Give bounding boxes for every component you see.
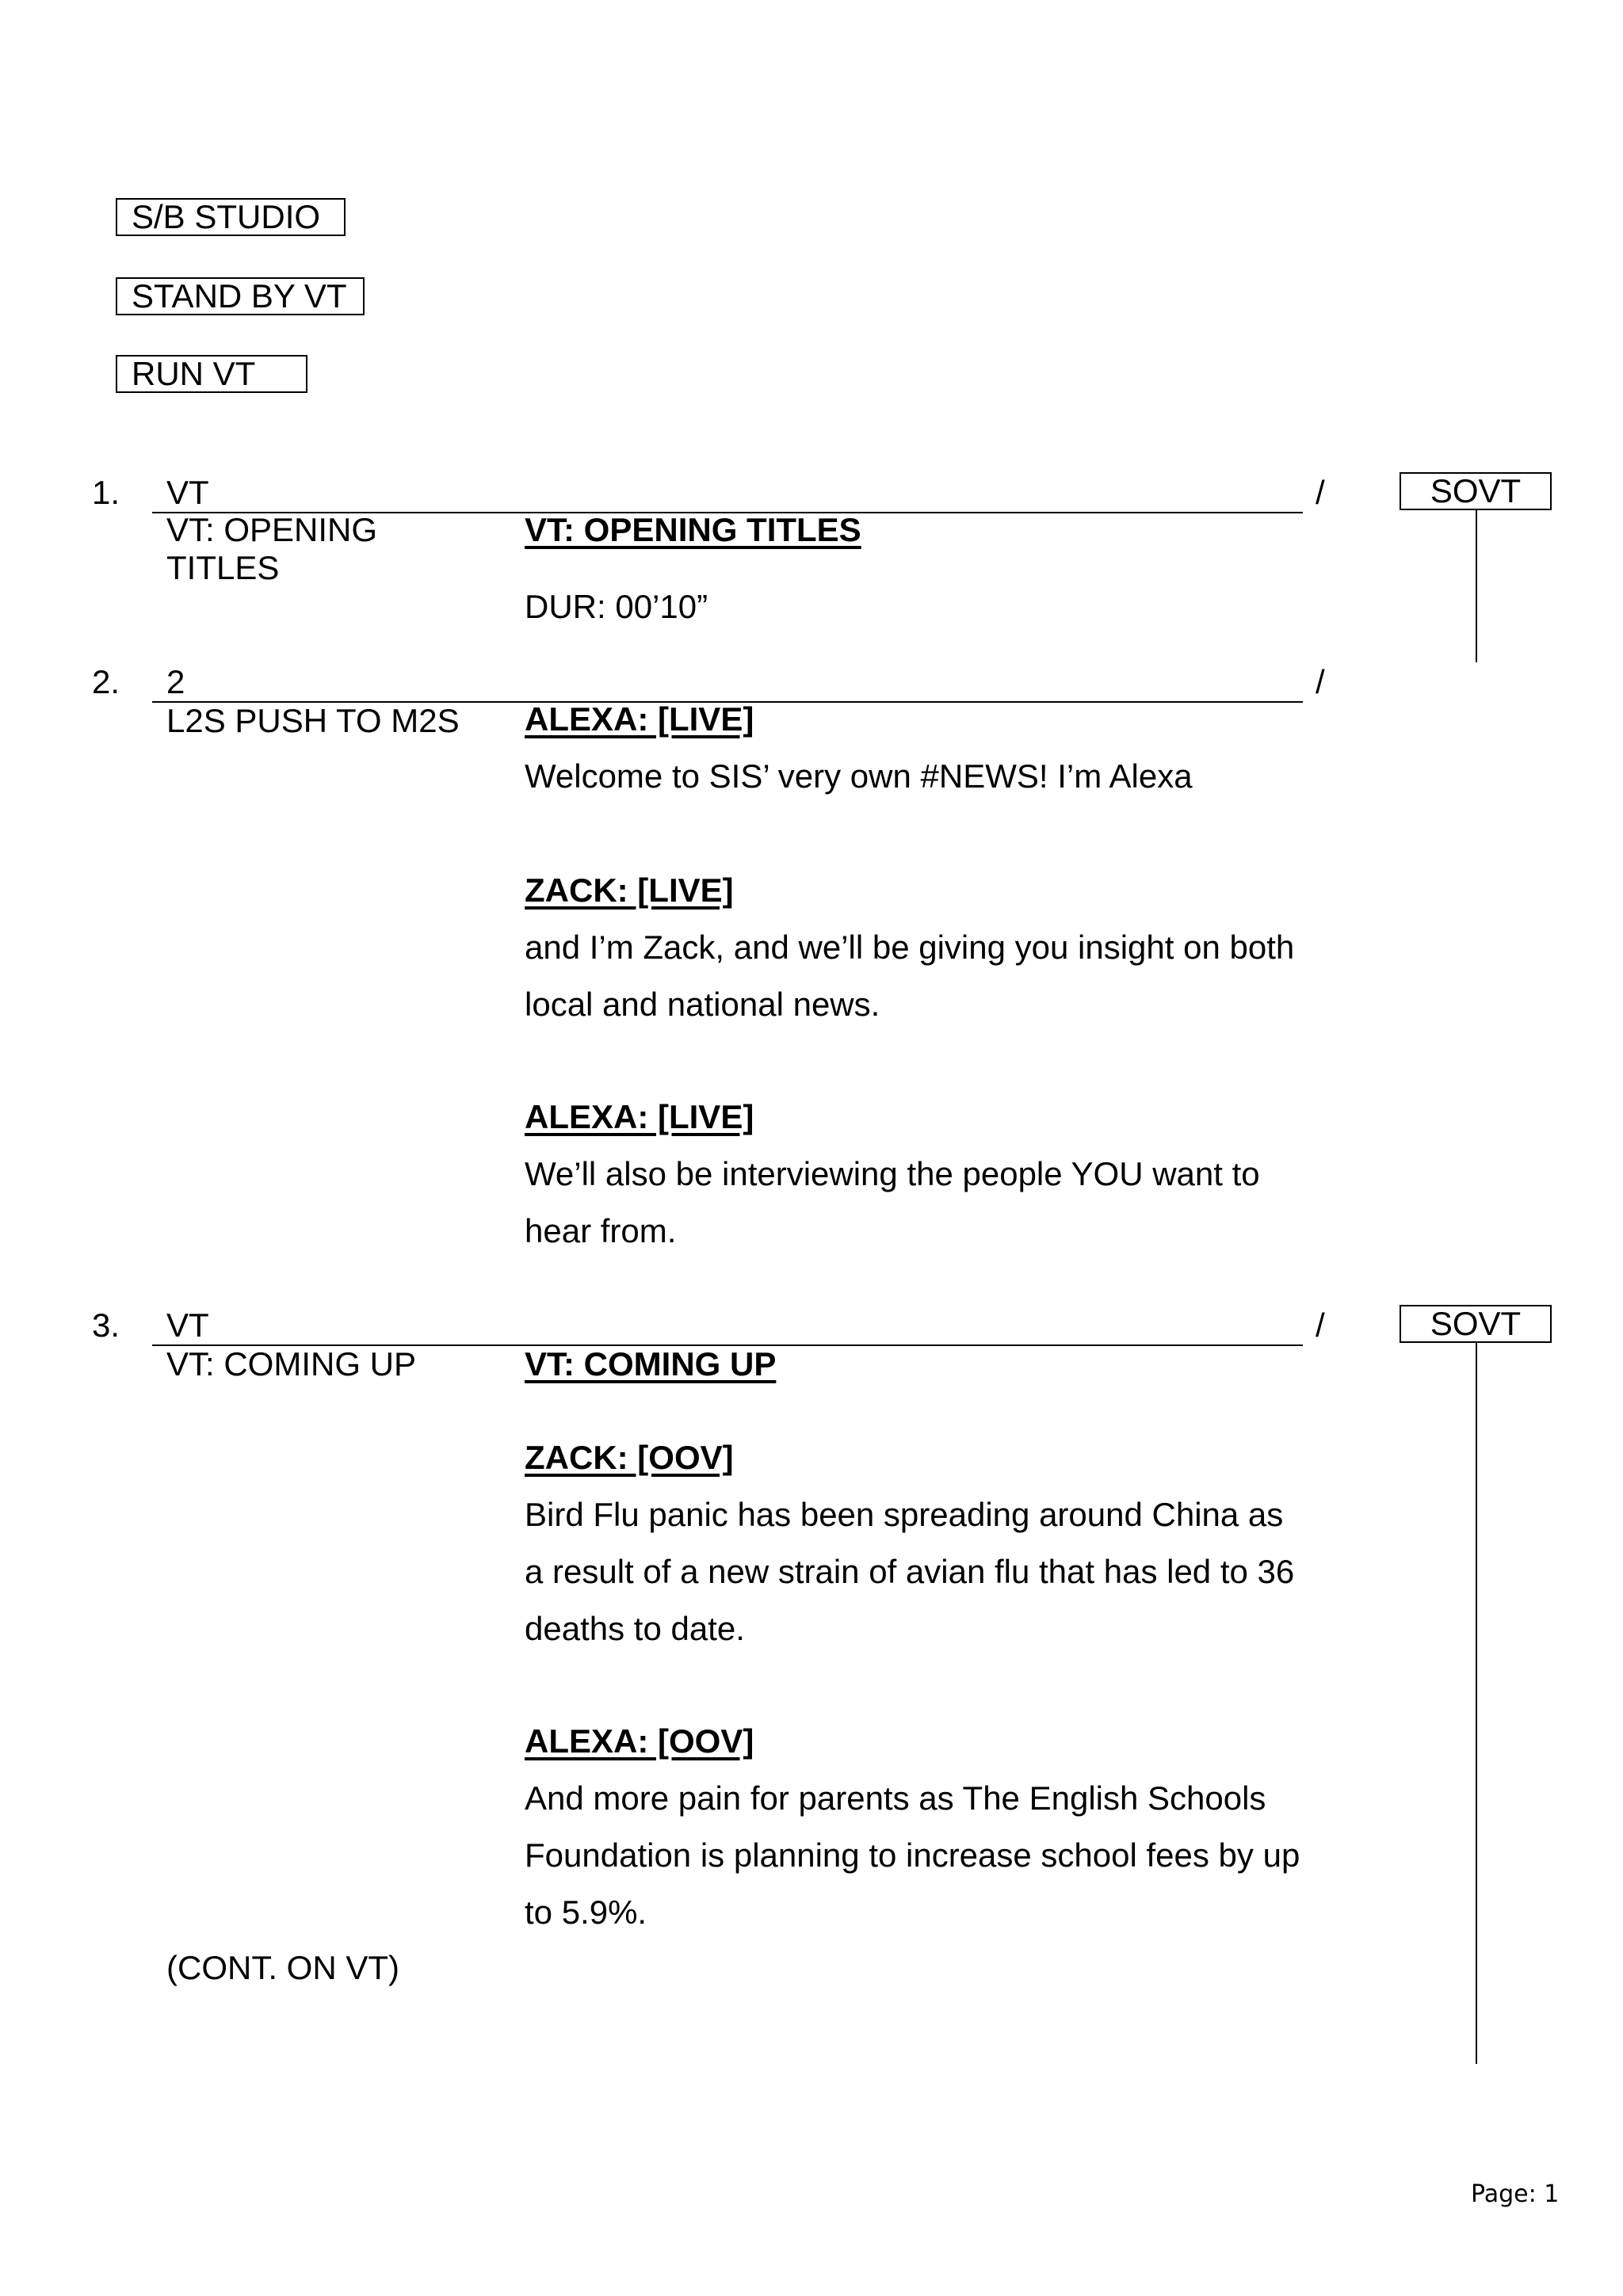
shot-description: L2S PUSH TO M2S [166,702,460,739]
speaker-cue: ALEXA: [LIVE] [525,700,754,738]
item-slash: / [1316,474,1325,511]
item-number: 3. [92,1306,120,1344]
dialogue-text: Welcome to SIS’ very own #NEWS! I’m Alexa [525,757,1193,795]
vt-duration: DUR: 00’10” [525,588,708,625]
dialogue-text: Bird Flu panic has been spreading around China as a result of a new strain of avian flu that has led to 36 deaths to date. [525,1496,1295,1647]
shot-description: VT: COMING UP [166,1345,417,1383]
speaker-cue: ZACK: [LIVE] [525,871,734,909]
dialogue-text: We’ll also be interviewing the people YOU want to hear from. [525,1155,1260,1249]
sovt-duration-line [1476,510,1477,662]
cue-box-sb-studio [116,198,346,236]
cue-box-run-vt [116,355,307,393]
continuation-note: (CONT. ON VT) [166,1949,399,1986]
speaker-cue: ALEXA: [OOV] [525,1722,754,1760]
cue-box-stand-by-vt [116,277,365,315]
sovt-label: SOVT [1430,1305,1522,1342]
item-slash: / [1316,663,1325,700]
dialogue-block [525,691,1309,805]
item-number: 2. [92,663,120,700]
item-slash: / [1316,1306,1325,1344]
sovt-tag [1400,472,1552,510]
page-number: Page: 1 [1471,2180,1560,2208]
sovt-label: SOVT [1430,472,1522,509]
speaker-cue: ALEXA: [LIVE] [525,1098,754,1135]
cue-label: RUN VT [132,355,256,392]
shot-description: VT: OPENING TITLES [166,511,378,586]
vt-heading: VT: COMING UP [525,1345,777,1383]
dialogue-block [525,1089,1309,1260]
item-source: VT [166,474,209,511]
dialogue-block [525,1429,1309,1657]
dialogue-block [525,1713,1309,1941]
item-source: VT [166,1306,209,1344]
vt-heading: VT: OPENING TITLES [525,511,861,548]
item-source: 2 [166,663,185,700]
item-number: 1. [92,474,120,511]
dialogue-text: and I’m Zack, and we’ll be giving you insight on both local and national news. [525,929,1295,1023]
sovt-duration-line [1476,1343,1477,2064]
dialogue-block [525,862,1309,1033]
sovt-tag [1400,1305,1552,1343]
cue-label: S/B STUDIO [132,198,321,235]
speaker-cue: ZACK: [OOV] [525,1439,734,1476]
cue-label: STAND BY VT [132,277,347,315]
dialogue-text: And more pain for parents as The English Schools Foundation is planning to increase school fees by up to 5.9%. [525,1779,1300,1931]
